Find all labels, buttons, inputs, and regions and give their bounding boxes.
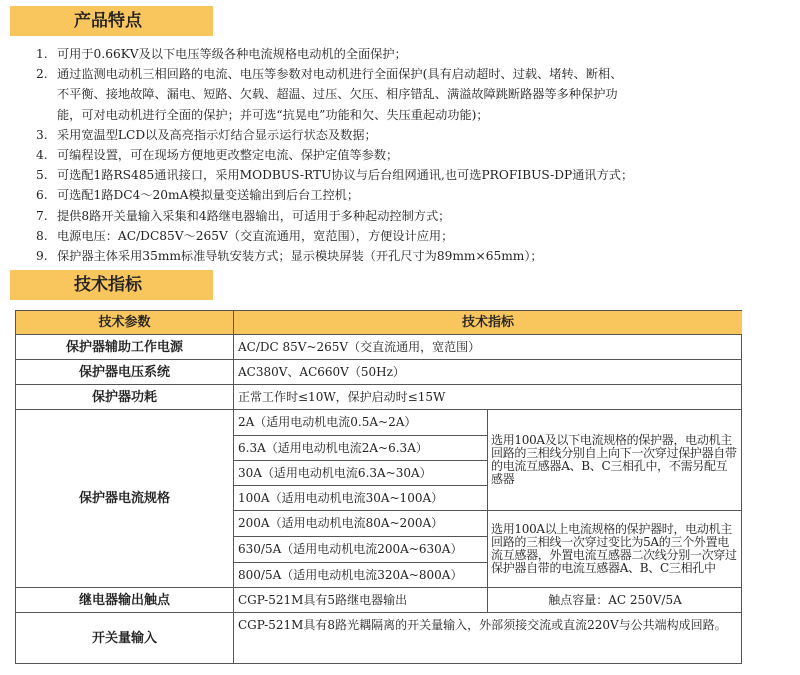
feature-item — [36, 165, 776, 185]
feature-item — [36, 84, 776, 104]
current-note-small: 选用100A及以下电流规格的保护器，电动机主回路的三相线分别自上向下一次穿过保护器自带的电流互感器A、B、C三相孔中，不需另配互感器 — [488, 410, 742, 511]
current-option: 6.3A（适用电动机电流2A~6.3A） — [234, 436, 488, 461]
current-option: 200A（适用电动机电流80A~200A） — [234, 511, 488, 537]
feature-number: 1. — [36, 47, 48, 61]
feature-number: 9. — [36, 248, 48, 263]
relay-capacity: 触点容量：AC 250V/5A — [488, 588, 742, 613]
current-option: 30A（适用电动机电流6.3A~30A） — [234, 461, 488, 486]
feature-number: 6. — [36, 188, 48, 203]
row-label: 保护器功耗 — [16, 385, 234, 410]
relay-value: CGP-521M具有5路继电器输出 — [234, 588, 488, 613]
feature-text: 不平衡、接地故障、漏电、短路、欠载、超温、过压、欠压、相序错乱、满溢故障跳断路器等多种保护功 — [57, 87, 618, 102]
feature-number: 7. — [36, 208, 48, 223]
feature-text: 可编程设置，可在现场方便地更改整定电流、保护定值等参数； — [57, 147, 399, 162]
row-label: 保护器辅助工作电源 — [16, 335, 234, 360]
feature-text: 可选配1路RS485通讯接口，采用MODBUS-RTU协议与后台组网通讯,也可选PROFIBUS-DP通讯方式； — [57, 168, 634, 183]
features-heading: 产品特点 — [10, 6, 213, 36]
feature-text: 采用宽温型LCD以及高亮指示灯结合显示运行状态及数据； — [57, 127, 377, 142]
spec-table — [15, 310, 742, 664]
header-param: 技术参数 — [16, 311, 234, 335]
feature-number: 4. — [36, 147, 48, 162]
feature-number: 3. — [36, 127, 48, 142]
feature-item — [36, 185, 776, 205]
feature-number: 2. — [36, 67, 48, 82]
switch-label: 开关量输入 — [16, 613, 234, 664]
current-option: 630/5A（适用电动机电流200A~630A） — [234, 537, 488, 563]
feature-text: 可选配1路DC4～20mA模拟量变送输出到后台工控机； — [57, 188, 360, 203]
specs-heading: 技术指标 — [10, 270, 213, 300]
row-label: 保护器电压系统 — [16, 360, 234, 385]
current-note-large: 选用100A以上电流规格的保护器时，电动机主回路的三相线一次穿过变比为5A的三个外置电流互感器，外置电流互感器二次线分别一次穿过保护器自带的电流互感器A、B、C三相孔中 — [488, 511, 742, 588]
row-value: AC380V、AC660V（50Hz） — [234, 360, 742, 385]
feature-item — [36, 44, 776, 64]
feature-text: 提供8路开关量输入采集和4路继电器输出，可适用于多种起动控制方式； — [57, 208, 451, 223]
feature-number: 8. — [36, 228, 48, 243]
feature-number: 5. — [36, 168, 48, 183]
feature-text: 保护器主体采用35mm标准导轨安装方式；显示模块屏装（开孔尺寸为89mm×65mm）； — [57, 248, 543, 263]
feature-text: 通过监测电动机三相回路的电流、电压等参数对电动机进行全面保护(具有启动超时、过载、堵转、断相、 — [57, 67, 623, 82]
current-option: 2A（适用电动机电流0.5A~2A） — [234, 410, 488, 436]
row-value: 正常工作时≤10W，保护启动时≤15W — [234, 385, 742, 410]
feature-text: 能，可对电动机进行全面的保护；并可选“抗晃电”功能和欠、失压重起动功能)； — [57, 107, 489, 122]
feature-item — [36, 64, 776, 84]
header-spec: 技术指标 — [234, 311, 742, 335]
feature-item — [36, 226, 776, 246]
feature-item — [36, 105, 776, 125]
feature-text: 可用于0.66KV及以下电压等级各种电流规格电动机的全面保护； — [57, 47, 407, 61]
feature-list — [36, 44, 776, 266]
feature-item — [36, 206, 776, 226]
relay-label: 继电器输出触点 — [16, 588, 234, 613]
feature-text: 电源电压：AC/DC85V～265V（交直流通用，宽范围），方便设计应用； — [57, 228, 454, 243]
feature-item — [36, 145, 776, 165]
feature-item — [36, 246, 776, 266]
switch-value: CGP-521M具有8路光耦隔离的开关量输入，外部须接交流或直流220V与公共端构成回路。 — [238, 618, 727, 632]
row-value: AC/DC 85V~265V（交直流通用，宽范围） — [234, 335, 742, 360]
current-option: 800/5A（适用电动机电流320A~800A） — [234, 563, 488, 588]
feature-item — [36, 125, 776, 145]
current-option: 100A（适用电动机电流30A~100A） — [234, 486, 488, 511]
current-label: 保护器电流规格 — [16, 410, 234, 588]
